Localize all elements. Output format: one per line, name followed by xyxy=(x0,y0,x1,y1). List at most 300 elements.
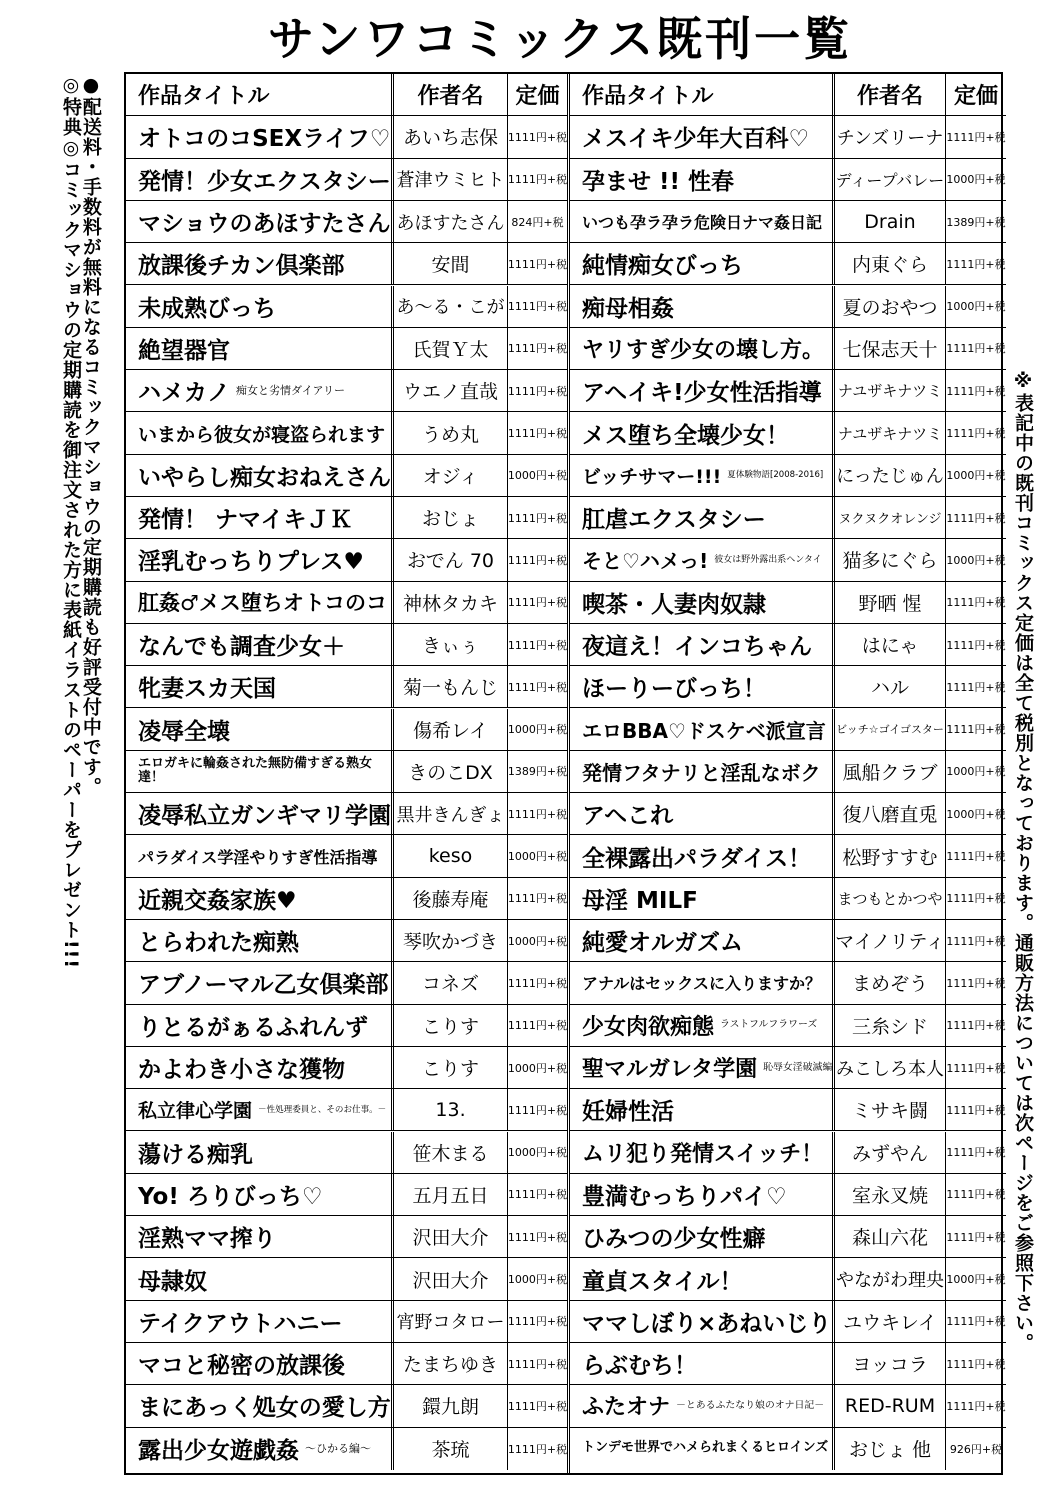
book-price: 1000円+税 xyxy=(507,920,567,961)
book-price: 1111円+税 xyxy=(507,243,567,284)
book-title-cell xyxy=(126,920,391,961)
book-price: 1111円+税 xyxy=(945,920,1006,961)
book-title: アナルはセックスに入りますか？ xyxy=(582,974,822,994)
book-title: アブノーマル乙女倶楽部 xyxy=(138,972,389,999)
book-author: ナユザキナツミ xyxy=(832,370,945,411)
author-column-header: 作者名 xyxy=(391,74,507,115)
book-author: あほすたさん xyxy=(391,201,507,242)
book-price: 1111円+税 xyxy=(507,116,567,157)
book-subtitle: 彼女は野外露出系ヘンタイ xyxy=(714,554,822,565)
table-row xyxy=(126,1258,567,1300)
table-row xyxy=(570,1216,1006,1258)
book-author: 神林タカキ xyxy=(391,582,507,623)
book-price: 1000円+税 xyxy=(945,455,1006,496)
book-title-cell xyxy=(126,1343,391,1384)
book-author: 13. xyxy=(391,1089,507,1130)
book-title: 喫茶・人妻肉奴隷 xyxy=(582,591,766,618)
book-price: 1111円+税 xyxy=(945,243,1006,284)
book-author: ナユザキナツミ xyxy=(832,412,945,453)
book-price: 1000円+税 xyxy=(507,1047,567,1088)
book-price: 1000円+税 xyxy=(945,1258,1006,1299)
book-author: 菊一もんじ xyxy=(391,666,507,707)
table-row xyxy=(126,666,567,708)
book-author: コネズ xyxy=(391,962,507,1003)
book-title-cell xyxy=(126,116,391,157)
book-price: 1111円+税 xyxy=(945,1343,1006,1384)
book-author: 内東ぐら xyxy=(832,243,945,284)
table-row xyxy=(126,1005,567,1047)
book-author: オジィ xyxy=(391,455,507,496)
table-row xyxy=(570,793,1006,835)
book-price: 1389円+税 xyxy=(945,201,1006,242)
book-title-cell xyxy=(570,497,832,538)
book-title-cell xyxy=(570,286,832,327)
table-row xyxy=(570,1089,1006,1131)
book-title-cell xyxy=(570,116,832,157)
book-author: まめぞう xyxy=(832,962,945,1003)
book-author: おじょ 他 xyxy=(832,1428,945,1470)
book-title-cell xyxy=(126,624,391,665)
book-price: 1111円+税 xyxy=(507,624,567,665)
table-row xyxy=(570,370,1006,412)
book-title-cell xyxy=(126,1005,391,1046)
book-title-cell xyxy=(570,1005,832,1046)
table-row xyxy=(570,286,1006,328)
book-title: なんでも調査少女＋ xyxy=(138,634,345,661)
table-row xyxy=(570,1174,1006,1216)
book-title: 肛虐エクスタシー xyxy=(582,507,766,534)
book-price: 1111円+税 xyxy=(507,582,567,623)
book-title: いやらし痴女おねえさん xyxy=(138,464,391,491)
book-price: 1111円+税 xyxy=(945,582,1006,623)
book-title: 放課後チカン倶楽部 xyxy=(138,253,345,280)
table-row xyxy=(570,539,1006,581)
book-title-cell xyxy=(570,878,832,919)
book-title-cell xyxy=(126,1132,391,1173)
book-title: 聖マルガレタ学園 xyxy=(582,1057,758,1083)
book-title: 発情！少女エクスタシー xyxy=(138,168,391,195)
book-author: 安間 xyxy=(391,243,507,284)
book-subtitle: ～ひかる編～ xyxy=(305,1442,371,1456)
book-title: 純情痴女びっち xyxy=(582,253,743,280)
book-author: やながわ理央 xyxy=(832,1258,945,1299)
book-title: メス堕ち全壊少女！ xyxy=(582,422,789,449)
book-title-cell xyxy=(570,412,832,453)
book-author: ハル xyxy=(832,666,945,707)
book-title: パラダイス学淫やりすぎ性活指導 xyxy=(138,847,378,867)
table-row xyxy=(126,582,567,624)
book-author: 後藤寿庵 xyxy=(391,878,507,919)
book-title-cell xyxy=(570,582,832,623)
book-author: ユウキレイ xyxy=(832,1301,945,1342)
book-title-cell xyxy=(570,201,832,242)
book-title: 肛姦♂メス堕ちオトコのコ xyxy=(138,591,387,616)
book-title: 凌辱私立ガンギマリ学園 xyxy=(138,803,391,830)
book-title: 発情フタナリと淫乱なボク xyxy=(582,760,821,785)
table-row xyxy=(570,666,1006,708)
table-row xyxy=(570,751,1006,793)
book-title-cell xyxy=(126,582,391,623)
book-price: 1111円+税 xyxy=(945,497,1006,538)
table-row xyxy=(126,1174,567,1216)
book-title-cell xyxy=(570,835,832,876)
book-author: おじょ xyxy=(391,497,507,538)
book-title-cell xyxy=(570,709,832,750)
book-title: 童貞スタイル！ xyxy=(582,1268,743,1295)
book-price: 1111円+税 xyxy=(507,286,567,327)
book-author: 氏賀Ｙ太 xyxy=(391,328,507,369)
book-subtitle: 恥辱女淫破滅編 xyxy=(763,1061,832,1073)
left-notes xyxy=(60,74,100,1254)
book-title: 私立律心学園 xyxy=(138,1100,253,1123)
book-title: 絶望器官 xyxy=(138,337,230,364)
table-row xyxy=(126,286,567,328)
book-title: 近親交姦家族♥ xyxy=(138,887,297,914)
table-row xyxy=(570,328,1006,370)
book-price: 1111円+税 xyxy=(507,1005,567,1046)
book-author: おでん 70 xyxy=(391,539,507,580)
table-row xyxy=(126,878,567,920)
book-price: 1111円+税 xyxy=(507,159,567,200)
book-title: まにあっく処女の愛し方 xyxy=(138,1395,391,1422)
book-title-cell xyxy=(126,539,391,580)
book-price: 1000円+税 xyxy=(945,159,1006,200)
book-author: ビッチ☆ゴイゴスター xyxy=(832,709,945,750)
book-author: 七保志天十 xyxy=(832,328,945,369)
book-title: エロBBA♡ドスケベ派宣言 xyxy=(582,718,826,743)
book-title-cell xyxy=(126,1301,391,1342)
book-title-cell xyxy=(126,751,391,792)
book-title-cell xyxy=(570,1089,832,1130)
table-row xyxy=(570,920,1006,962)
book-title-cell xyxy=(570,1385,832,1426)
table-row xyxy=(570,1132,1006,1174)
book-title: 淫熟ママ搾り xyxy=(138,1226,276,1253)
book-price: 1111円+税 xyxy=(507,370,567,411)
table-header-row xyxy=(126,74,567,116)
book-price: 1111円+税 xyxy=(945,1385,1006,1426)
book-title-cell xyxy=(570,539,832,580)
book-title: マコと秘密の放課後 xyxy=(138,1353,345,1380)
book-price: 1111円+税 xyxy=(945,328,1006,369)
book-author: 松野すすむ xyxy=(832,835,945,876)
book-title: 純愛オルガズム xyxy=(582,930,743,957)
book-author: 五月五日 xyxy=(391,1174,507,1215)
book-title: アヘイキ!少女性活指導 xyxy=(582,380,822,407)
book-price: 1000円+税 xyxy=(507,835,567,876)
book-title: 牝妻スカ天国 xyxy=(138,676,276,703)
book-price: 1111円+税 xyxy=(507,539,567,580)
book-author: 沢田大介 xyxy=(391,1216,507,1257)
catalog-column-left xyxy=(126,74,567,1473)
book-price: 1111円+税 xyxy=(945,1089,1006,1130)
book-title-cell xyxy=(570,328,832,369)
book-author: 笹木まる xyxy=(391,1132,507,1173)
title-column-header: 作品タイトル xyxy=(582,84,714,110)
book-price: 1111円+税 xyxy=(507,793,567,834)
book-title-cell xyxy=(570,455,832,496)
table-row xyxy=(126,1343,567,1385)
book-title: Yo! ろりびっち♡ xyxy=(138,1183,323,1210)
table-row xyxy=(126,1132,567,1174)
table-row xyxy=(126,624,567,666)
book-title: 孕ませ !! 性春 xyxy=(582,168,734,195)
book-price: 1111円+税 xyxy=(945,1301,1006,1342)
book-price: 1000円+税 xyxy=(507,1132,567,1173)
book-title: 発情！ ナマイキＪＫ xyxy=(138,507,353,534)
book-author: はにゃ xyxy=(832,624,945,665)
book-title-cell xyxy=(570,793,832,834)
table-row xyxy=(570,962,1006,1004)
table-row xyxy=(126,116,567,158)
table-row xyxy=(570,1343,1006,1385)
book-price: 1111円+税 xyxy=(507,666,567,707)
book-title-cell xyxy=(126,370,391,411)
book-author: Drain xyxy=(832,201,945,242)
book-subtitle: －とあるふたなり娘のオナ日記－ xyxy=(676,1400,825,1411)
table-row xyxy=(126,1089,567,1131)
book-subtitle: ラストフルフラワーズ xyxy=(720,1019,818,1031)
table-row xyxy=(570,159,1006,201)
book-price: 1111円+税 xyxy=(507,962,567,1003)
book-price: 1000円+税 xyxy=(507,455,567,496)
book-author: うめ丸 xyxy=(391,412,507,453)
shipping-note: ●配送料・手数料が無料になるコミックマショウの定期購読も好評受付中です。 xyxy=(79,74,102,797)
book-author: あ～る・こが xyxy=(391,286,507,327)
book-price: 926円+税 xyxy=(945,1428,1006,1470)
book-title: 未成熟びっち xyxy=(138,295,276,322)
book-title-cell xyxy=(570,666,832,707)
table-row xyxy=(126,412,567,454)
book-title: ビッチサマー!!! xyxy=(582,465,722,488)
book-title: ふたオナ xyxy=(582,1395,671,1421)
book-author: 夏のおやつ xyxy=(832,286,945,327)
table-row xyxy=(570,709,1006,751)
table-header-row xyxy=(570,74,1006,116)
table-row xyxy=(126,539,567,581)
book-price: 1000円+税 xyxy=(507,1258,567,1299)
table-row xyxy=(570,582,1006,624)
book-title: ほーりーびっち！ xyxy=(582,676,766,703)
book-title-cell xyxy=(570,751,832,792)
table-row xyxy=(126,835,567,877)
price-column-header: 定価 xyxy=(507,74,567,115)
price-column-header: 定価 xyxy=(945,74,1006,115)
book-title-cell xyxy=(570,962,832,1003)
book-title: とらわれた痴熟 xyxy=(138,930,299,957)
book-author: 鐶九朗 xyxy=(391,1385,507,1426)
book-title: メスイキ少年大百科♡ xyxy=(582,126,810,153)
book-author: きぃぅ xyxy=(391,624,507,665)
book-price: 1111円+税 xyxy=(945,412,1006,453)
book-price: 1111円+税 xyxy=(945,709,1006,750)
book-author: こりす xyxy=(391,1047,507,1088)
table-row xyxy=(126,497,567,539)
book-author: こりす xyxy=(391,1005,507,1046)
book-price: 1111円+税 xyxy=(945,624,1006,665)
book-title-cell xyxy=(126,455,391,496)
book-title: ママしぼり×あねいじり xyxy=(582,1310,832,1337)
book-title-cell xyxy=(570,370,832,411)
table-row xyxy=(126,328,567,370)
book-title-cell xyxy=(570,1047,832,1088)
book-title: かよわき小さな獲物 xyxy=(138,1057,345,1084)
page-title: サンワコミックス既刊一覧 xyxy=(267,12,853,66)
table-row xyxy=(126,370,567,412)
table-row xyxy=(570,1005,1006,1047)
table-row xyxy=(126,920,567,962)
book-author: keso xyxy=(391,835,507,876)
book-subtitle: 夏体験物語[2008-2016] xyxy=(727,470,824,481)
book-title-cell xyxy=(570,243,832,284)
table-row xyxy=(570,201,1006,243)
book-title: 全裸露出パラダイス！ xyxy=(582,845,812,872)
book-title: りとるがぁるふれんず xyxy=(138,1014,368,1041)
book-price: 1111円+税 xyxy=(945,370,1006,411)
book-title: マショウのあほすたさん xyxy=(138,211,391,238)
book-author: 宵野コタロー xyxy=(391,1301,507,1342)
book-price: 1000円+税 xyxy=(507,709,567,750)
book-price: 1111円+税 xyxy=(945,1174,1006,1215)
book-author: 茶琉 xyxy=(391,1428,507,1470)
book-author: 黒井きんぎょ xyxy=(391,793,507,834)
book-title-cell xyxy=(126,962,391,1003)
book-author: RED-RUM xyxy=(832,1385,945,1426)
book-author: あいち志保 xyxy=(391,116,507,157)
book-price: 1111円+税 xyxy=(507,1174,567,1215)
book-price: 1000円+税 xyxy=(945,539,1006,580)
book-title-cell xyxy=(570,1174,832,1215)
book-title: ヤリすぎ少女の壊し方。 xyxy=(582,337,825,363)
book-title-cell xyxy=(126,666,391,707)
table-row xyxy=(570,1258,1006,1300)
book-author: マイノリティ xyxy=(832,920,945,961)
table-row xyxy=(126,793,567,835)
book-price: 1111円+税 xyxy=(945,962,1006,1003)
book-author: 蒼津ウミヒト xyxy=(391,159,507,200)
catalog-column-right xyxy=(567,74,1006,1473)
book-title-cell xyxy=(126,835,391,876)
book-author: 野晒 惺 xyxy=(832,582,945,623)
table-row xyxy=(126,1301,567,1343)
table-row xyxy=(570,412,1006,454)
book-title: 少女肉欲痴態 xyxy=(582,1014,715,1040)
book-author: にったじゅん xyxy=(832,455,945,496)
book-title: オトコのコSEXライフ♡ xyxy=(138,126,391,153)
table-row xyxy=(126,243,567,285)
book-author: ディープバレー xyxy=(832,159,945,200)
book-price: 1111円+税 xyxy=(507,1089,567,1130)
book-title: ひみつの少女性癖 xyxy=(582,1226,766,1253)
book-title: アヘこれ xyxy=(582,803,674,830)
book-title-cell xyxy=(126,1174,391,1215)
book-title: らぶむち！ xyxy=(582,1353,697,1380)
table-row xyxy=(126,201,567,243)
book-author: 猫多にぐら xyxy=(832,539,945,580)
book-title: 夜這え！インコちゃん xyxy=(582,634,812,661)
book-title: トンデモ世界でハメられまくるヒロインズ xyxy=(582,1440,829,1456)
book-price: 1111円+税 xyxy=(945,1005,1006,1046)
book-title: 痴母相姦 xyxy=(582,295,674,322)
title-column-header: 作品タイトル xyxy=(138,84,270,110)
book-price: 1111円+税 xyxy=(507,878,567,919)
table-row xyxy=(570,455,1006,497)
book-title-cell xyxy=(570,1428,832,1470)
bonus-note: ◎特典◎コミックマショウの定期購読を御注文された方に表紙イラストのペーパーをプレゼント!!! xyxy=(59,74,82,969)
table-row xyxy=(126,962,567,1004)
table-row xyxy=(570,243,1006,285)
book-author: 風船クラブ xyxy=(832,751,945,792)
comics-catalog-table xyxy=(124,72,1006,1475)
book-author: 傷希レイ xyxy=(391,709,507,750)
table-row xyxy=(126,1385,567,1427)
book-author: 三糸シド xyxy=(832,1005,945,1046)
book-author: チンズリーナ xyxy=(832,116,945,157)
book-author: ヌクヌクオレンジ xyxy=(832,497,945,538)
book-title: 淫乳むっちりプレス♥ xyxy=(138,549,365,576)
author-column-header: 作者名 xyxy=(832,74,945,115)
book-author: たまちゆき xyxy=(391,1343,507,1384)
book-price: 1111円+税 xyxy=(945,835,1006,876)
book-author: 室永叉焼 xyxy=(832,1174,945,1215)
book-price: 1111円+税 xyxy=(507,497,567,538)
table-row xyxy=(126,1047,567,1089)
book-title-cell xyxy=(570,1216,832,1257)
book-title-cell xyxy=(126,159,391,200)
book-price: 1111円+税 xyxy=(945,1132,1006,1173)
book-title: エロガキに輪姦された無防備すぎる熟女達！ xyxy=(138,755,373,786)
book-author: 復八磨直兎 xyxy=(832,793,945,834)
table-row xyxy=(570,878,1006,920)
book-title: いつも孕ラ孕ラ危険日ナマ姦日記 xyxy=(582,213,823,233)
book-price: 1111円+税 xyxy=(945,116,1006,157)
book-title: 凌辱全壊 xyxy=(138,718,230,745)
table-row xyxy=(570,497,1006,539)
book-title-cell xyxy=(126,709,391,750)
book-title: 母淫 MILF xyxy=(582,887,698,914)
book-author: みずやん xyxy=(832,1132,945,1173)
book-title-cell xyxy=(126,243,391,284)
book-title: ムリ犯り発情スイッチ！ xyxy=(582,1141,824,1167)
book-author: 沢田大介 xyxy=(391,1258,507,1299)
book-title-cell xyxy=(126,286,391,327)
book-title-cell xyxy=(570,1258,832,1299)
book-author: みこしろ本人 xyxy=(832,1047,945,1088)
book-title-cell xyxy=(126,878,391,919)
table-row xyxy=(570,624,1006,666)
book-title-cell xyxy=(126,1089,391,1130)
book-author: ミサキ闘 xyxy=(832,1089,945,1130)
book-author: きのこDX xyxy=(391,751,507,792)
book-title-cell xyxy=(570,1132,832,1173)
book-author: まつもとかつや xyxy=(832,878,945,919)
book-title: テイクアウトハニー xyxy=(138,1310,343,1337)
book-price: 1000円+税 xyxy=(945,286,1006,327)
table-row xyxy=(570,1385,1006,1427)
book-title-cell xyxy=(126,1428,391,1470)
book-title-cell xyxy=(126,1258,391,1299)
book-title-cell xyxy=(126,201,391,242)
book-title: 蕩ける痴乳 xyxy=(138,1141,253,1168)
table-row xyxy=(126,455,567,497)
book-price: 824円+税 xyxy=(507,201,567,242)
price-note: ※表記中の既刊コミックス定価は全て税別となっております。通販方法については次ページをご参照下さい。 xyxy=(1011,370,1034,1353)
book-title: ハメカノ xyxy=(138,380,230,407)
book-title-cell xyxy=(126,793,391,834)
book-title-cell xyxy=(126,1385,391,1426)
table-row xyxy=(126,1216,567,1258)
book-title-cell xyxy=(570,159,832,200)
